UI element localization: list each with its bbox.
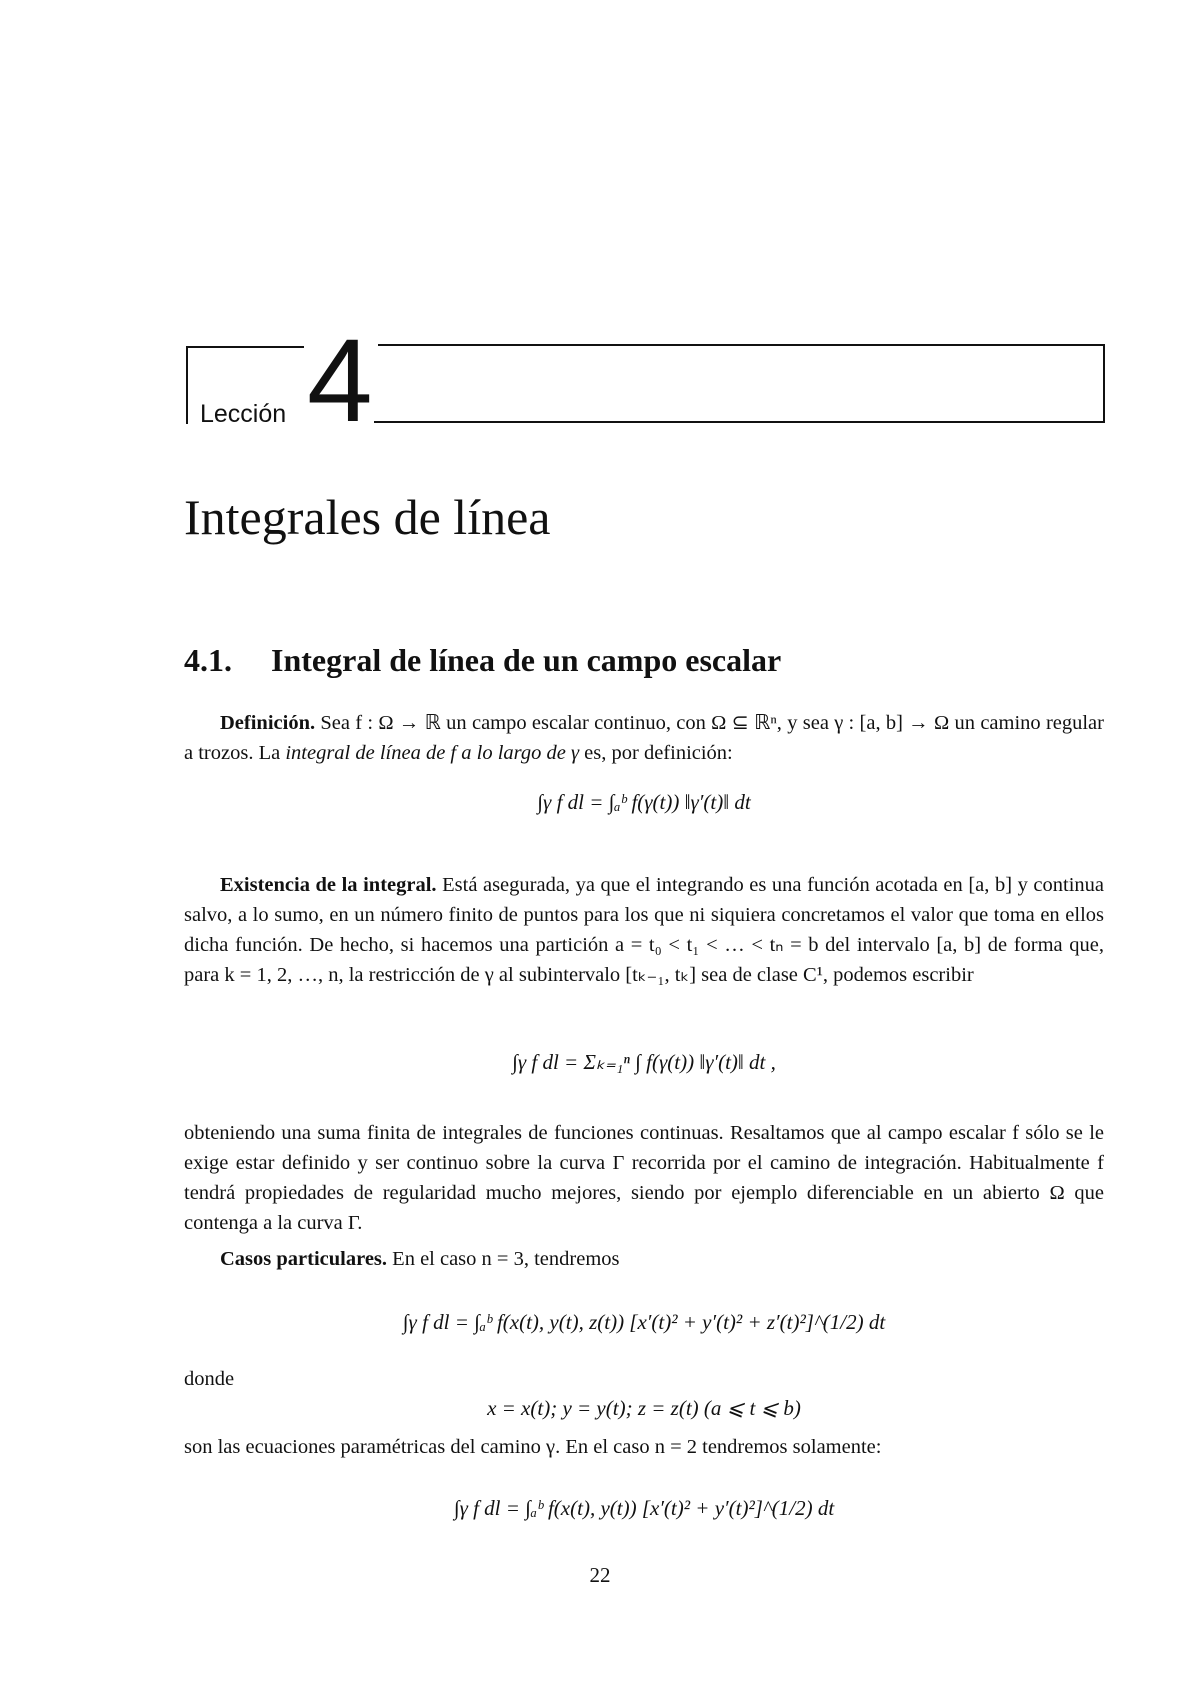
particular-text: En el caso n = 3, tendremos	[387, 1248, 620, 1270]
donde-text: donde	[184, 1368, 235, 1390]
chapter-frame-right-bottom	[374, 421, 1105, 423]
equation-definition	[184, 790, 1104, 815]
equation-sum	[184, 1050, 1104, 1075]
chapter-frame-right	[1103, 344, 1105, 423]
equation-n3-text: ∫γ f dl = ∫ₐᵇ f(x(t), y(t), z(t)) [x′(t)² + y′(t)² + z′(t)²]^(1/2) dt	[402, 1310, 886, 1334]
existence-text: Está asegurada, ya que el integrando es una función acotada en [a, b] y continua salvo, a lo sumo, en un número finito de puntos para los que ni siquiera concretamos el valor que toma en ellos dicha función. De hecho, si hacemos una partición a = t₀ < t₁ < … < tₙ = b del intervalo [a, b] de forma que, para k = 1, 2, …, n, la restricción de γ al subintervalo [tₖ₋₁, tₖ] sea de clase C¹, podemos escribir	[184, 874, 1105, 986]
definition-text-2: es, por definición:	[579, 742, 733, 764]
definition-text-1: Sea f : Ω → ℝ un campo escalar continuo, con Ω ⊆ ℝⁿ, y sea γ : [a, b] → Ω un camino regular a trozos. La	[184, 712, 1104, 764]
definition-paragraph	[184, 708, 1104, 768]
chapter-frame-left	[186, 346, 188, 424]
equation-n2	[184, 1496, 1104, 1521]
particular-after-text: son las ecuaciones paramétricas del camino γ. En el caso n = 2 tendremos solamente:	[184, 1436, 882, 1458]
section-title: Integral de línea de un campo escalar	[271, 642, 782, 678]
parametric-equations	[184, 1396, 1104, 1421]
particular-paragraph	[184, 1244, 1104, 1274]
donde-line	[184, 1364, 1104, 1394]
existence-after-paragraph	[184, 1118, 1104, 1238]
existence-after-text: obteniendo una suma finita de integrales de funciones continuas. Resaltamos que al campo escalar f sólo se le exige estar definido y ser continuo sobre la curva Γ recorrida por el camino de integración. Habitualmente f tendrá propiedades de regularidad mucho mejores, siendo por ejemplo diferenciable en un abierto Ω que contenga a la curva Γ.	[184, 1122, 1104, 1234]
equation-definition-text: ∫γ f dl = ∫ₐᵇ f(γ(t)) ‖γ′(t)‖ dt	[537, 790, 751, 814]
particular-heading: Casos particulares.	[220, 1248, 388, 1270]
chapter-number: 4	[307, 315, 373, 447]
chapter-label: Lección	[200, 400, 287, 428]
existence-heading: Existencia de la integral.	[220, 874, 437, 896]
equation-n2-text: ∫γ f dl = ∫ₐᵇ f(x(t), y(t)) [x′(t)² + y′(t)²]^(1/2) dt	[453, 1496, 835, 1520]
parametric-equations-text: x = x(t); y = y(t); z = z(t) (a ⩽ t ⩽ b)	[487, 1396, 801, 1420]
definition-emphasis: integral de línea de f a lo largo de γ	[285, 742, 580, 764]
chapter-frame-left-top	[186, 346, 304, 348]
section-number: 4.1.	[184, 642, 232, 678]
equation-sum-text: ∫γ f dl = Σₖ₌₁ⁿ ∫ f(γ(t)) ‖γ′(t)‖ dt ,	[512, 1050, 776, 1074]
equation-n3	[184, 1310, 1104, 1335]
chapter-title: Integrales de línea	[184, 489, 551, 545]
particular-after-paragraph	[184, 1432, 1104, 1462]
existence-paragraph	[184, 870, 1104, 990]
definition-heading: Definición.	[220, 712, 316, 734]
page-number: 22	[589, 1563, 611, 1587]
chapter-frame-right-top	[378, 344, 1105, 346]
